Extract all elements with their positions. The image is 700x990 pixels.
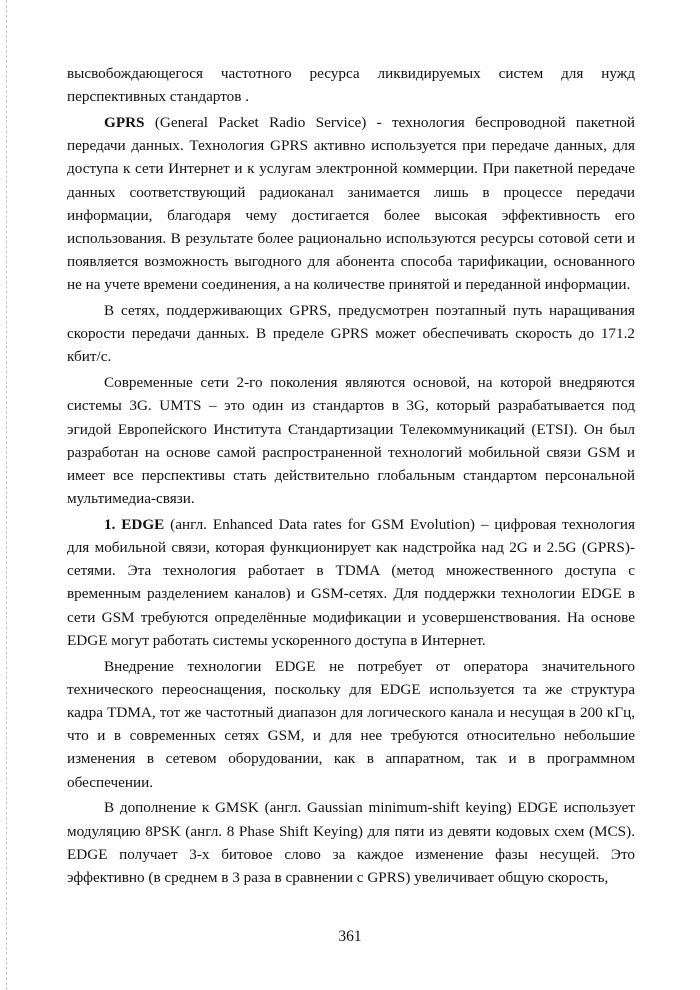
paragraph-continuation (67, 62, 635, 108)
paragraph-text: В сетях, поддерживающих GPRS, предусмотрен поэтапный путь наращивания скорости передачи данных. В пределе GPRS может обеспечивать скорость до 171.2 кбит/с. (67, 302, 635, 366)
page-number: 361 (338, 928, 362, 945)
paragraph-gprs-speed (67, 299, 635, 369)
paragraph-text: Внедрение технологии EDGE не потребует от оператора значительного технического переоснащения, поскольку для EDGE используется та же структура кадра TDMA, тот же частотный диапазон для логического канала и несущая в 200 кГц, что и в современных сетях GSM, и для нее требуются относительно небольшие изменения в сетевом оборудовании, как в аппаратном, так и в программном обеспечении. (67, 657, 635, 791)
paragraph-text: В дополнение к GMSK (англ. Gaussian minimum-shift keying) EDGE использует модуляцию 8PSK (англ. 8 Phase Shift Keying) для пяти из девяти кодовых схем (MCS). EDGE получает 3-х битовое слово за каждое изменение фазы несущей. Это эффективно (в среднем в 3 раза в сравнении с GPRS) увеличивает общую скорость, (67, 799, 635, 886)
paragraph-text: (General Packet Radio Service) - технология беспроводной пакетной передачи данных. Технология GPRS активно используется при передаче данных, для доступа к сети Интернет и к услугам электронной коммерции. При пакетной передаче данных соответствующий радиоканал занимается лишь в процессе передачи информации, благодаря чему достигается более высокая эффективность его использования. В результате более рационально используются ресурсы сотовой сети и появляется возможность выгодного для абонента способа тарификации, основанного не на учете времени соединения, а на количестве принятой и переданной информации. (67, 113, 635, 294)
paragraph-gprs (67, 111, 635, 297)
paragraph-3g-umts (67, 371, 635, 510)
paragraph-edge (67, 513, 635, 652)
paragraph-edge-modulation (67, 796, 635, 889)
page-body (67, 62, 635, 889)
paragraph-edge-deployment (67, 655, 635, 794)
paragraph-text: (англ. Enhanced Data rates for GSM Evolution) – цифровая технология для мобильной связи, которая функционирует как надстройка над 2G и 2.5G (GPRS)-сетями. Эта технология работает в TDMA (метод множественного доступа с временным разделением каналов) и GSM-сетях. Для поддержки технологии EDGE в сети GSM требуются определённые модификации и усовершенствования. На основе EDGE могут работать системы ускоренного доступа в Интернет. (67, 515, 635, 649)
term-edge: 1. EDGE (104, 515, 165, 533)
term-gprs: GPRS (104, 113, 145, 131)
paragraph-text: Современные сети 2-го поколения являются основой, на которой внедряются системы 3G. UMTS – это один из стандартов в 3G, который разрабатывается под эгидой Европейского Института Стандартизации Телекоммуникаций (ETSI). Он был разработан на основе самой распространенной технологий мобильной связи GSM и имеет все перспективы стать действительно глобальным стандартом персональной мультимедиа-связи. (67, 374, 635, 508)
paragraph-text: высвобождающегося частотного ресурса ликвидируемых систем для нужд перспективных стандартов . (67, 65, 635, 106)
page-margin-rule (6, 0, 7, 990)
